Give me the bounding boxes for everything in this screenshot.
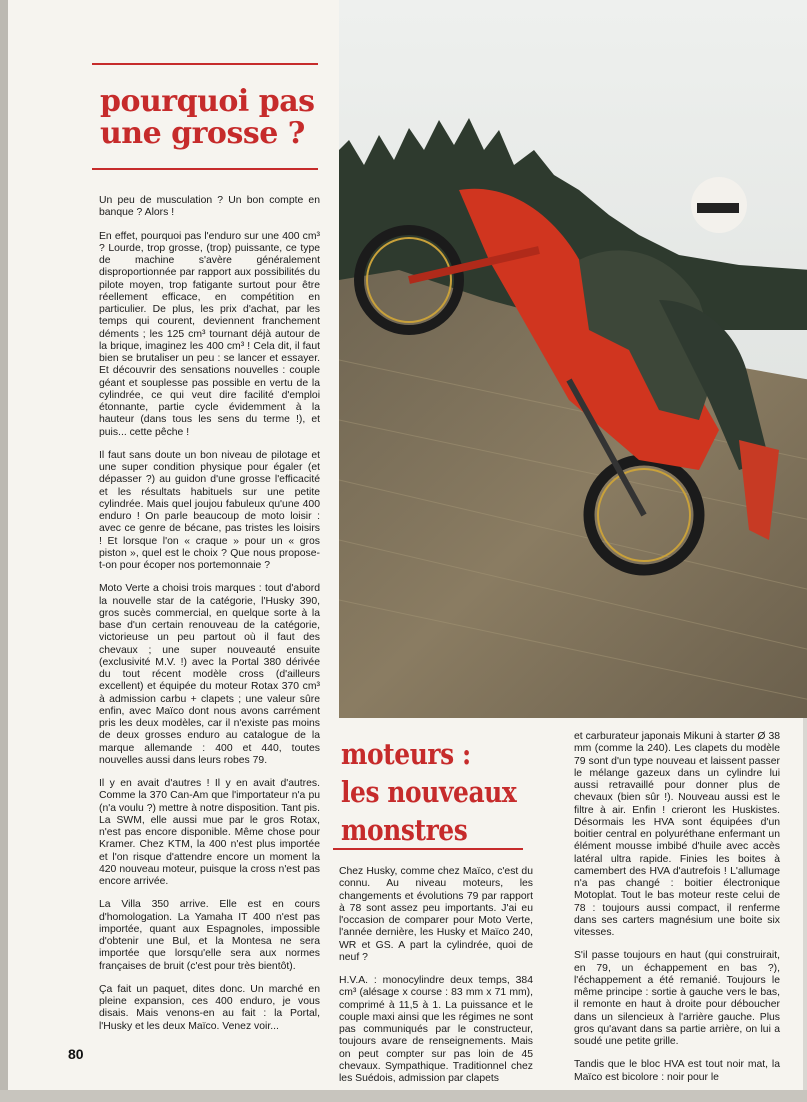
- paragraph: Tandis que le bloc HVA est tout noir mat, la Maïco est bicolore : noir pour le: [574, 1059, 780, 1083]
- paragraph: Moto Verte a choisi trois marques : tout d'abord la nouvelle star de la catégorie, l'Husky 390, gros sucès commercial, en quelque sorte à la base d'un certain renouveau de la catégorie, victorieuse un peu partout où il faut des chevaux ; une super nouveauté ensuite (exclusivité M.V. !) avec la Portal 380 dérivée du tout récent modèle cross (d'ailleurs excellent) et équipée du moteur Rotax 370 cm³ à admission carbu + clapets ; une valeur sûre enfin, avec Maïco dont nous avons carrément pris les deux modèles, car il n'existe pas moins de deux grosses enduro au catalogue de la marque allemande : 400 et 440, toutes nouvelles aussi dans leurs robes 79.: [99, 583, 320, 766]
- paragraph: Il y en avait d'autres ! Il y en avait d'autres. Comme la 370 Can-Am que l'importateur n'a pu (n'a voulu ?) mettre à notre disposition. Tant pis. La SWM, elle aussi mue par le gros Rotax, n'est pas encore disponible. Même chose pour Kramer. Chez KTM, la 400 n'est plus importée et l'on risque d'attendre encore un moment la 420 nouveau moteur, puisque la cross n'est pas encore arrivée.: [99, 778, 320, 887]
- headline-bottom-rule: [92, 168, 318, 170]
- paragraph: H.V.A. : monocylindre deux temps, 384 cm³ (alésage x course : 83 mm x 71 mm), comprimé à 11,5 à 1. La puissance et le couple maxi ainsi que les régimes ne sont pas communiqués par le constructeur, toujours avare de renseignements. Mais on peut compter sur pas loin de 45 chevaux. Sympathique. Traditionnel chez les Suédois, admission par clapets: [339, 975, 533, 1084]
- magazine-page: [8, 0, 803, 1090]
- paragraph: En effet, pourquoi pas l'enduro sur une 400 cm³ ? Lourde, trop grosse, (trop) puissante, ce type de machine s'avère généralement disproportionnée par rapport aux possibilités du pilote moyen, trop fatigante surtout pour être réellement efficace, en compétition en particulier. De plus, les prix d'achat, par les temps qui courent, deviennent franchement déments ; les 125 cm³ tournant déjà autour de la brique, imaginez les 400 cm³ ! Cela dit, il faut bien se brutaliser un peu : se lancer et essayer. Et découvrir des sensations nouvelles : couple géant et souplesse pas possible en vertu de la cylindrée, ce qui veut dire facilité d'emploi étonnante, partie cycle évidemment à la hauteur (dans tous les sens du terme !), et puis... cette pêche !: [99, 230, 320, 438]
- page-number: 80: [68, 1046, 84, 1062]
- headline-moteurs: moteurs : les nouveaux monstres: [341, 737, 517, 847]
- article-column-3: [574, 731, 780, 1095]
- photo-illustration: [339, 0, 807, 718]
- paragraph: et carburateur japonais Mikuni à starter Ø 38 mm (comme la 240). Les clapets du modèle 79 sont d'un type nouveau et laissent passer le mélange gazeux dans un cylindre lui aussi retravaillé pour donner plus de chevaux (bien sûr !). Nouveau aussi est le filtre à air. Enfin ! crieront les Huskistes. Désormais les HVA sont équipées d'un boitier central en polyuréthane enfermant un élément mousse imbibé d'huile avec accès latéral ultra rapide. Finies les boites à camembert des HVA d'autrefois ! L'allumage n'a pas changé : boitier électronique Motoplat. Tout le bas moteur reste celui de 78 : toujours aussi compact, il renferme dans ses carters magnésium une boite six vitesses.: [574, 731, 780, 938]
- motorcycle-photo: [339, 0, 807, 718]
- paragraph: Chez Husky, comme chez Maïco, c'est du connu. Au niveau moteurs, les changements et évolutions 79 par rapport à 78 sont assez peu importants. J'ai eu l'occasion de comparer pour Moto Verte, l'année dernière, les Husky et Maïco 240, WR et GS. A part la cylindrée, quoi de neuf ?: [339, 866, 533, 963]
- paragraph: Il faut sans doute un bon niveau de pilotage et une super condition physique pour égaler (et dépasser ?) au guidon d'une grosse l'efficacité et les résultats habituels sur une petite cylindrée. Mais quel joujou fabuleux qu'une 400 enduro ! On parle beaucoup de moto loisir : avec ce genre de bécane, pas tristes les loisirs ! Et lorsque l'on « craque » pour un « gros piston », quel est le choix ? Que nous propose-t-on pour écoper nos portemonnaie ?: [99, 449, 320, 571]
- paragraph: Ça fait un paquet, dites donc. Un marché en pleine expansion, ces 400 enduro, je vous disais. Mais venons-en au fait : la Portal, l'Husky et les deux Maïco. Venez voir...: [99, 983, 320, 1032]
- article-column-1: [99, 195, 320, 1044]
- paragraph: La Villa 350 arrive. Elle est en cours d'homologation. La Yamaha IT 400 n'est pas importée, quant aux Espagnoles, impossible d'obtenir une Bul, et la Montesa ne sera importée que lorsqu'elle sera aux normes françaises de bruit (c'est pour très bientôt).: [99, 899, 320, 972]
- paragraph: S'il passe toujours en haut (qui construirait, en 79, un échappement en bas ?), l'échappement a été remanié. Toujours le même principe : sortie à gauche vers le bas, il remonte en haut à droite pour déboucher dans un silencieux à l'arrière gauche. Plus gros qu'avant dans sa partie arrière, on lui a soudé une petite grille.: [574, 950, 780, 1047]
- headline-pourquoi: pourquoi pas une grosse ?: [100, 84, 315, 151]
- article-column-2: [339, 866, 533, 1096]
- paragraph: Un peu de musculation ? Un bon compte en banque ? Alors !: [99, 195, 320, 219]
- magazine-spine: [0, 0, 8, 1102]
- headline-top-rule: [92, 63, 318, 65]
